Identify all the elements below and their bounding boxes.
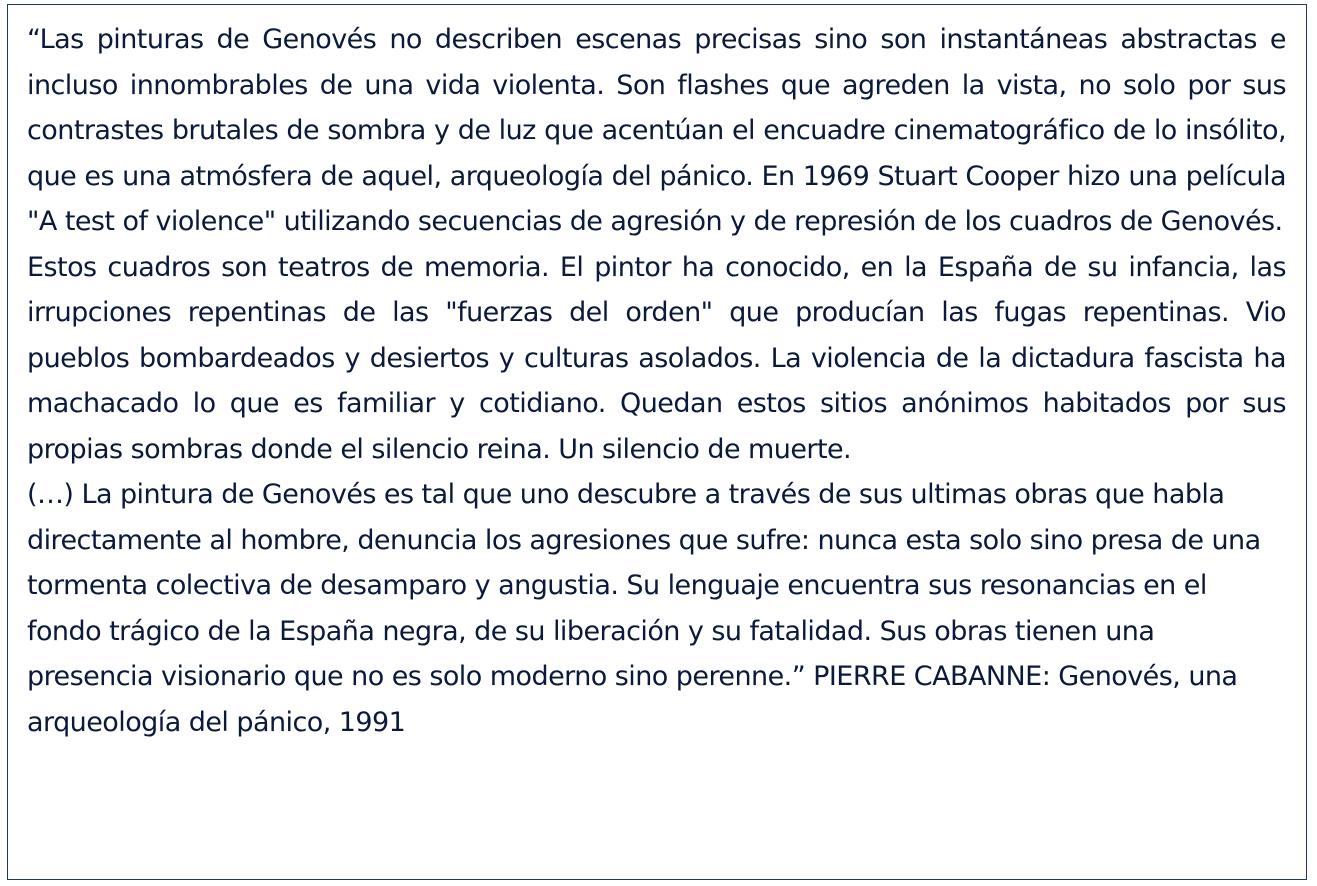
quote-paragraph-3: (…) La pintura de Genovés es tal que uno descubre a través de sus ultimas obras que habla directamente al hombre, denuncia los agresiones que sufre: nunca esta solo sino presa de una tormenta colectiva de desamparo y angustia. Su lenguaje encuentra sus resonancias en el fondo trágico de la España negra, de su liberación y su fatalidad. Sus obras tienen una presencia visionario que no es solo moderno sino perenne.” PIERRE CABANNE: Genovés, una arqueología del pánico, 1991 [27, 479, 1261, 738]
quote-paragraph-1: “Las pinturas de Genovés no describen escenas precisas sino son instantáneas abstractas e incluso innombrables de una vida violenta. Son flashes que agreden la vista, no solo por sus contrastes brutales de sombra y de luz que acentúan el encuadre cinematográfico de lo insólito, que es una atmósfera de aquel, arqueología del pánico. En 1969 Stuart Cooper hizo una película "A test of violence" utilizando secuencias de agresión y de represión de los cuadros de Genovés. [27, 24, 1286, 237]
quote-box [7, 4, 1307, 880]
quote-paragraph-2: Estos cuadros son teatros de memoria. El pintor ha conocido, en la España de su infancia, las irrupciones repentinas de las "fuerzas del orden" que producían las fugas repentinas. Vio pueblos bombardeados y desiertos y culturas asolados. La violencia de la dictadura fascista ha machacado lo que es familiar y cotidiano. Quedan estos sitios anónimos habitados por sus propias sombras donde el silencio reina. Un silencio de muerte. [27, 251, 1286, 465]
